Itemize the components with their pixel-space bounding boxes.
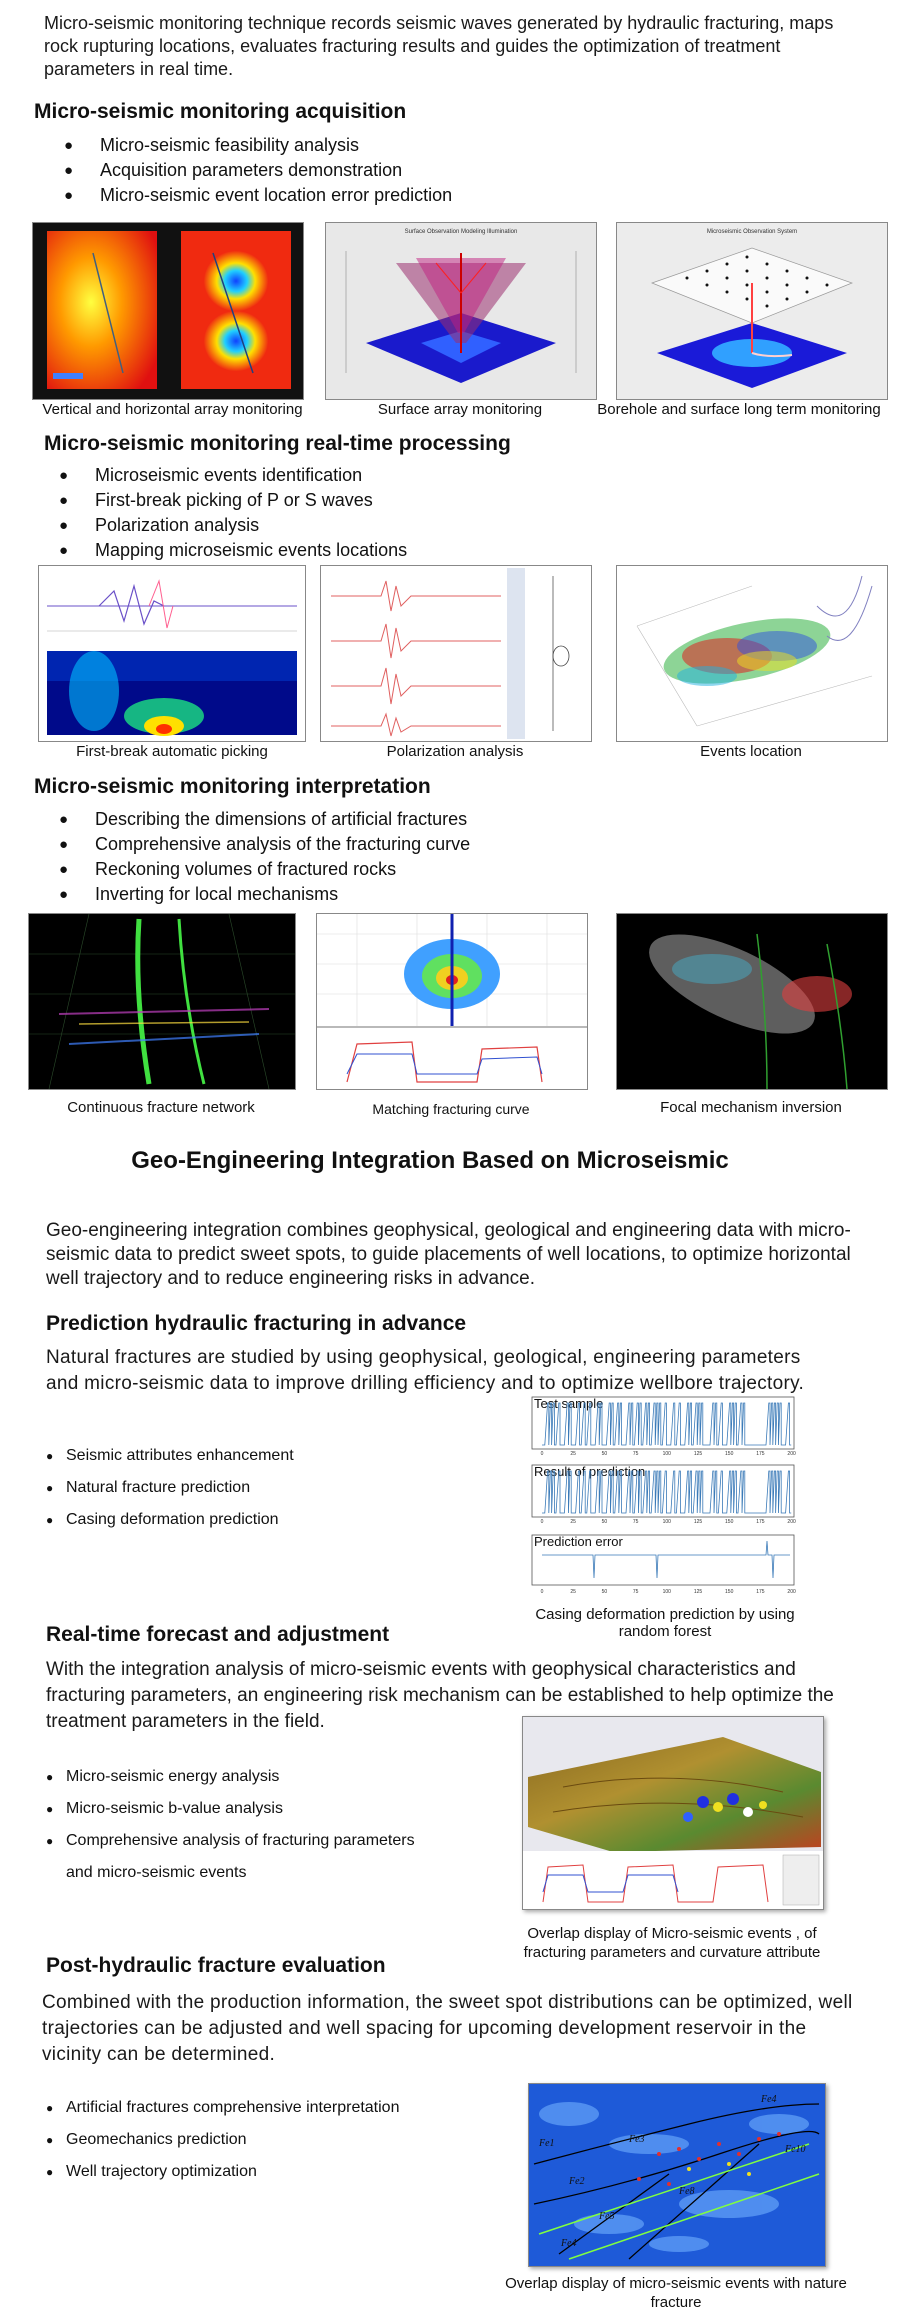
x-tick-label: 100 [662, 1589, 671, 1595]
x-tick-label: 175 [756, 1451, 765, 1457]
intro-paragraph: Micro-seismic monitoring technique records seismic waves generated by hydraulic fracturing, maps rock rupturing locations, evaluates fracturing results and guides the optimization of treatment parameters in real time. [44, 13, 834, 79]
polarization-traces-figure [321, 566, 591, 741]
post-fracture-text: Combined with the production information, the sweet spot distributions can be optimized, well trajectories can be adjusted and well spacing for upcoming development reservoir in the vicinity can be determined. [42, 1992, 853, 2065]
fracture-network-image [28, 913, 296, 1090]
x-tick-label: 25 [570, 1589, 576, 1595]
polarization-analysis-image [320, 565, 592, 742]
fracturing-curve-figure [317, 914, 587, 1089]
events-location-image [616, 565, 888, 742]
list-item: ● Artificial fractures comprehensive interpretation [46, 2092, 399, 2124]
list-item: ● Mapping microseismic events locations [59, 538, 407, 563]
map-label: Fe4 [761, 2094, 777, 2105]
prediction-plots [528, 1395, 798, 1610]
x-tick-label: 0 [540, 1519, 544, 1525]
forecast-overlap-image [522, 1716, 824, 1910]
interpretation-bullet-list [59, 807, 470, 907]
x-tick-label: 75 [632, 1589, 639, 1595]
list-item: ● Microseismic events identification [59, 463, 407, 488]
forecast-bullet-list [46, 1761, 426, 1889]
vertical-horizontal-array-image [32, 222, 304, 400]
x-tick-label: 0 [540, 1589, 544, 1595]
observation-system-title: Microseismic Observation System [706, 229, 798, 235]
map-label: Fe2 [569, 2176, 585, 2187]
map-label: Fe1 [539, 2138, 555, 2149]
list-item: ● Micro-seismic event location error prediction [64, 183, 452, 208]
acquisition-bullet-list [64, 133, 452, 208]
events-scatter-figure [617, 566, 887, 741]
post-fracture-heading: Post-hydraulic fracture evaluation [46, 1954, 386, 1977]
fracture-network-figure [29, 914, 295, 1089]
surface-array-title: Surface Observation Modeling Illumination [404, 229, 518, 235]
acquisition-caption-2: Surface array monitoring [377, 401, 543, 418]
list-item: ● Comprehensive analysis of fracturing parameters and micro-seismic events [46, 1825, 426, 1889]
processing-caption-2: Polarization analysis [386, 743, 524, 760]
geo-engineering-title: Geo-Engineering Integration Based on Microseismic [131, 1147, 729, 1174]
plot-label-error: Prediction error [534, 1534, 623, 1549]
nature-fracture-overlap-image [528, 2083, 826, 2267]
x-tick-label: 200 [787, 1451, 796, 1457]
prediction-bullet-list [46, 1440, 294, 1536]
waveform-spectrogram-figure [39, 566, 305, 741]
post-fracture-caption: Overlap display of micro-seismic events with nature fracture [505, 2275, 847, 2311]
x-tick-label: 75 [632, 1451, 639, 1457]
x-tick-label: 125 [693, 1589, 703, 1595]
x-tick-label: 200 [787, 1589, 796, 1595]
list-item: ● Geomechanics prediction [46, 2124, 399, 2156]
list-item: ● Reckoning volumes of fractured rocks [59, 857, 470, 882]
plot-label-result: Result of prediction [534, 1464, 646, 1479]
borehole-surface-image [616, 222, 888, 400]
x-tick-label: 50 [601, 1451, 608, 1457]
map-label: Fe3 [629, 2134, 645, 2145]
x-tick-label: 175 [756, 1589, 765, 1595]
geo-engineering-intro: Geo-engineering integration combines geophysical, geological and engineering data with micro-seismic data to predict sweet spots, to guide placements of well locations, to optimize horizontal well trajectory and to reduce engineering risks in advance. [46, 1220, 851, 1289]
x-tick-label: 175 [756, 1519, 765, 1525]
map-label: Fe5 [599, 2211, 615, 2222]
array-heatmap-figure [33, 223, 303, 399]
prediction-caption: Casing deformation prediction by using random forest [535, 1606, 795, 1640]
prediction-text: Natural fractures are studied by using geophysical, geological, engineering parameters and micro-seismic data to improve drilling efficiency and to optimize wellbore trajectory. [46, 1347, 805, 1394]
x-tick-label: 50 [601, 1519, 608, 1525]
processing-caption-3: Events location [700, 743, 802, 760]
post-fracture-bullet-list [46, 2092, 399, 2188]
plot-label-test: Test sample [534, 1396, 604, 1411]
acquisition-caption-1: Vertical and horizontal array monitoring [42, 401, 303, 418]
forecast-text: With the integration analysis of micro-seismic events with geophysical characteristics and fracturing parameters, an engineering risk mechanism can be established to help optimize the treatment parameters in the field. [46, 1659, 834, 1732]
prediction-heading: Prediction hydraulic fracturing in advance [46, 1312, 467, 1335]
list-item: ● Micro-seismic b-value analysis [46, 1793, 426, 1825]
map-label: Fe4 [561, 2238, 577, 2249]
interpretation-caption-3: Focal mechanism inversion [660, 1099, 842, 1116]
interpretation-heading: Micro-seismic monitoring interpretation [34, 775, 431, 798]
surface-array-image [325, 222, 597, 400]
x-tick-label: 150 [725, 1519, 734, 1525]
list-item: ● Inverting for local mechanisms [59, 882, 470, 907]
processing-bullet-list [59, 463, 407, 563]
acquisition-caption-3: Borehole and surface long term monitoring [597, 401, 881, 418]
x-tick-label: 75 [632, 1519, 639, 1525]
map-label: Fe10 [785, 2144, 806, 2155]
map-label: Fe8 [679, 2186, 695, 2197]
first-break-picking-image [38, 565, 306, 742]
list-item: ● First-break picking of P or S waves [59, 488, 407, 513]
x-tick-label: 100 [662, 1451, 671, 1457]
observation-system-figure [617, 223, 887, 399]
list-item: ● Well trajectory optimization [46, 2156, 399, 2188]
list-item: ● Polarization analysis [59, 513, 407, 538]
surface-array-figure [326, 223, 596, 399]
nature-fracture-map [529, 2084, 825, 2266]
x-tick-label: 150 [725, 1589, 734, 1595]
list-item: ● Acquisition parameters demonstration [64, 158, 452, 183]
x-tick-label: 25 [570, 1451, 576, 1457]
prediction-plots-svg [528, 1395, 798, 1610]
list-item: ● Micro-seismic feasibility analysis [64, 133, 452, 158]
interpretation-caption-2: Matching fracturing curve [372, 1101, 530, 1117]
fracturing-curve-image [316, 913, 588, 1090]
x-tick-label: 125 [693, 1451, 703, 1457]
x-tick-label: 100 [662, 1519, 671, 1525]
processing-caption-1: First-break automatic picking [76, 743, 268, 760]
x-tick-label: 125 [693, 1519, 703, 1525]
list-item: ● Casing deformation prediction [46, 1504, 294, 1536]
list-item: ● Describing the dimensions of artificial fractures [59, 807, 470, 832]
x-tick-label: 25 [570, 1519, 576, 1525]
x-tick-label: 200 [787, 1519, 796, 1525]
x-tick-label: 0 [540, 1451, 544, 1457]
interpretation-caption-1: Continuous fracture network [67, 1099, 255, 1116]
curvature-overlap-figure [523, 1717, 823, 1909]
x-tick-label: 150 [725, 1451, 734, 1457]
list-item: ● Natural fracture prediction [46, 1472, 294, 1504]
forecast-heading: Real-time forecast and adjustment [46, 1623, 390, 1646]
focal-mechanism-figure [617, 914, 887, 1089]
forecast-caption: Overlap display of Micro-seismic events , of fracturing parameters and curvature attribute [523, 1925, 821, 1961]
list-item: ● Comprehensive analysis of the fracturing curve [59, 832, 470, 857]
processing-heading: Micro-seismic monitoring real-time processing [44, 432, 511, 455]
focal-mechanism-image [616, 913, 888, 1090]
acquisition-heading: Micro-seismic monitoring acquisition [34, 100, 407, 123]
list-item: ● Micro-seismic energy analysis [46, 1761, 426, 1793]
x-tick-label: 50 [601, 1589, 608, 1595]
list-item: ● Seismic attributes enhancement [46, 1440, 294, 1472]
